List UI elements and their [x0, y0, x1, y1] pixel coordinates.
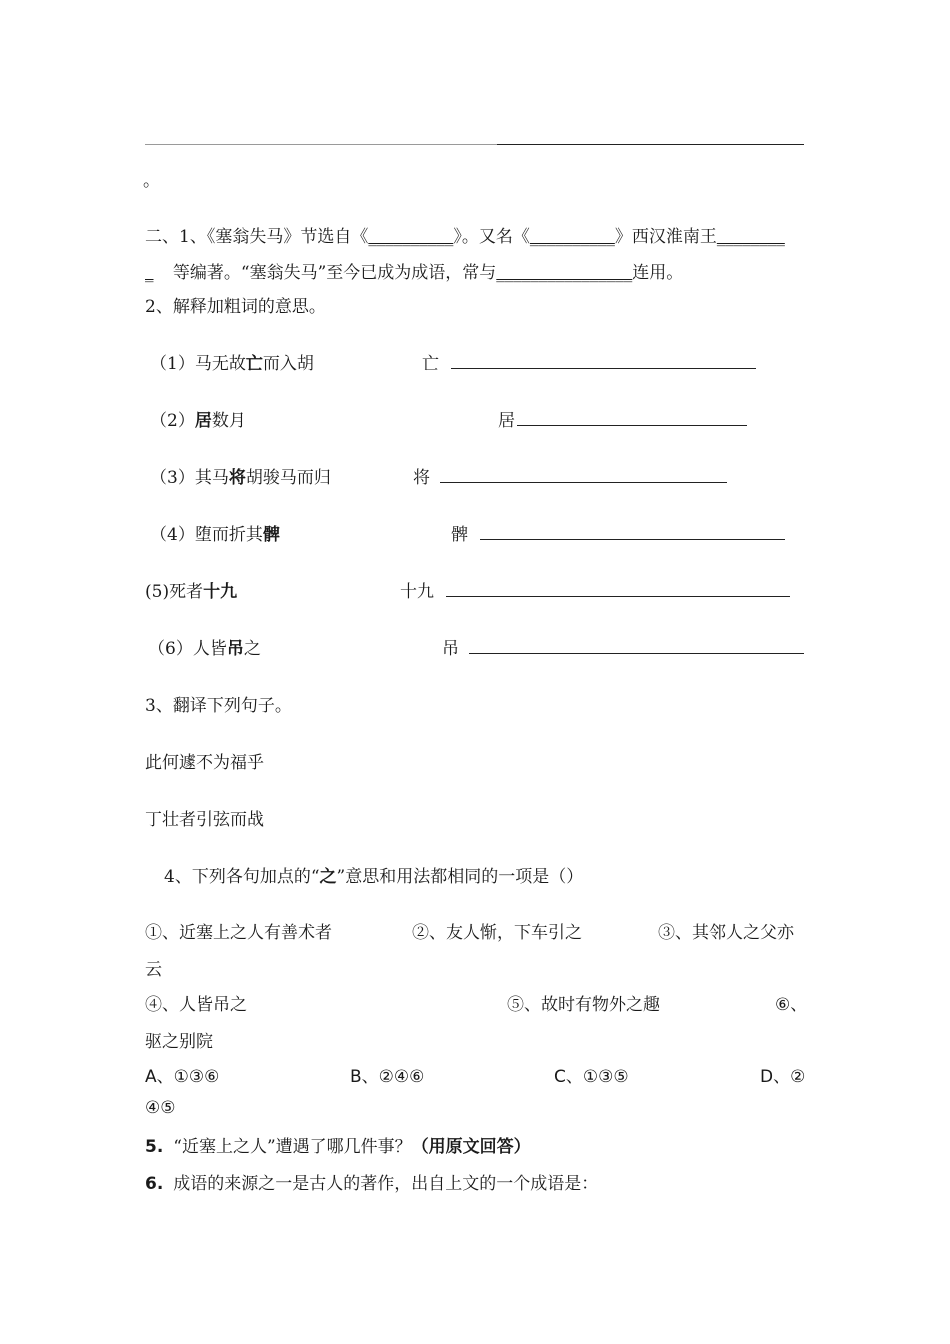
q6 [145, 1169, 598, 1194]
q6-text: 成语的来源之一是古人的著作，出自上文的一个成语是： [173, 1174, 599, 1194]
q2-item-5-key: 十九 [400, 582, 434, 602]
q2-item-1-key: 亡 [422, 354, 439, 374]
q2-item-2-answer-line[interactable] [517, 425, 747, 426]
q4-choice-a[interactable]: A、①③⑥ [145, 1067, 220, 1087]
q2-item-4-answer-line[interactable] [480, 539, 785, 540]
q4-option-5: ⑤、故时有物外之趣 [507, 995, 660, 1015]
q2-line2-end: 连用。 [632, 263, 684, 283]
q2-item-3 [150, 463, 331, 488]
item-bold-word: 髀 [262, 525, 280, 545]
q4-option-2: ②、友人惭，下车引之 [412, 923, 582, 943]
q2-blank-d[interactable]: ________________ [496, 263, 633, 283]
q5-text: “近塞上之人”遭遇了哪几件事？ [173, 1137, 412, 1157]
q2-line1-prefix: 二、1、《塞翁失马》节选自《 [145, 227, 369, 247]
item-post: 胡骏马而归 [245, 468, 331, 488]
q2-line1 [145, 222, 785, 247]
q2-item-4-key: 髀 [451, 525, 468, 545]
q2-item-2-key: 居 [498, 411, 515, 431]
q2-line1-mid: 》。又名《 [453, 227, 530, 247]
item-bold-word: 居 [194, 411, 212, 431]
q5 [145, 1132, 531, 1157]
q2-item-2 [150, 406, 246, 431]
q4-prefix: 4、下列各句加点的“ [164, 867, 320, 887]
q4-option-1: ①、近塞上之人有善术者 [145, 923, 332, 943]
q3-title: 3、翻译下列句子。 [145, 696, 292, 716]
item-num: （4） [150, 525, 195, 545]
q5-num: 5. [145, 1137, 164, 1157]
q4-choice-d[interactable]: D、② [760, 1067, 806, 1087]
q4-option-3: ③、其邻人之父亦 [658, 923, 794, 943]
q2-item-5 [145, 577, 237, 602]
item-pre: 人皆 [192, 639, 227, 659]
q2-line1-end: 》西汉淮南王 [614, 227, 717, 247]
q4-option-6: ⑥、 [775, 995, 808, 1015]
q2-item-4 [150, 520, 280, 545]
period-mark: 。 [143, 171, 160, 191]
item-bold-word: 吊 [226, 639, 244, 659]
q2-line2-text: 等编著。“塞翁失马”至今已成为成语，常与 [172, 263, 497, 283]
q2-item-1 [150, 349, 314, 374]
q2-item-6-answer-line[interactable] [469, 653, 804, 654]
item-pre: 死者 [169, 582, 204, 602]
item-bold-word: 十九 [203, 582, 238, 602]
q4-choice-d-wrap: ④⑤ [145, 1098, 176, 1118]
q4-option-6-wrap: 驱之别院 [145, 1032, 213, 1052]
answer-line-right [497, 144, 804, 145]
q4-suffix: ”意思和用法都相同的一项是（） [336, 867, 584, 887]
q2-blank-c[interactable]: ________ [716, 227, 785, 247]
q2-item-3-answer-line[interactable] [440, 482, 727, 483]
q4-option-4: ④、人皆吊之 [145, 995, 247, 1015]
q2-item-3-key: 将 [413, 468, 430, 488]
item-num: （6） [148, 639, 193, 659]
item-pre: 马无故 [194, 354, 246, 374]
q2-line2 [145, 258, 683, 283]
q2-item-1-answer-line[interactable] [451, 368, 756, 369]
item-bold-word: 将 [228, 468, 246, 488]
item-num: (5) [145, 582, 170, 602]
item-post: 数月 [211, 411, 246, 431]
q2-blank-b[interactable]: __________ [529, 227, 615, 247]
q2-blank-a[interactable]: __________ [368, 227, 454, 247]
q4-title [164, 862, 583, 887]
q3-sentence-1: 此何遽不为福乎 [145, 753, 264, 773]
q6-num: 6. [145, 1174, 164, 1194]
q3-sentence-2: 丁壮者引弦而战 [145, 810, 264, 830]
q2-2-title: 2、解释加粗词的意思。 [145, 297, 326, 317]
item-pre: 堕而折其 [194, 525, 263, 545]
answer-line-left [145, 144, 497, 145]
q2-item-6 [148, 634, 261, 659]
q2-line2-blank[interactable]: _ [145, 263, 154, 283]
item-num: （2） [150, 411, 195, 431]
q4-option-3-wrap: 云 [145, 960, 162, 980]
q4-bold-word: 之 [319, 867, 337, 887]
q5-note: （用原文回答） [411, 1137, 531, 1157]
q2-item-5-answer-line[interactable] [446, 596, 790, 597]
q4-choice-c[interactable]: C、①③⑤ [554, 1067, 629, 1087]
item-pre: 其马 [194, 468, 229, 488]
q2-item-6-key: 吊 [442, 639, 459, 659]
item-num: （1） [150, 354, 195, 374]
item-post: 之 [243, 639, 261, 659]
item-bold-word: 亡 [245, 354, 263, 374]
q4-choice-b[interactable]: B、②④⑥ [350, 1067, 425, 1087]
item-num: （3） [150, 468, 195, 488]
item-post: 而入胡 [262, 354, 314, 374]
